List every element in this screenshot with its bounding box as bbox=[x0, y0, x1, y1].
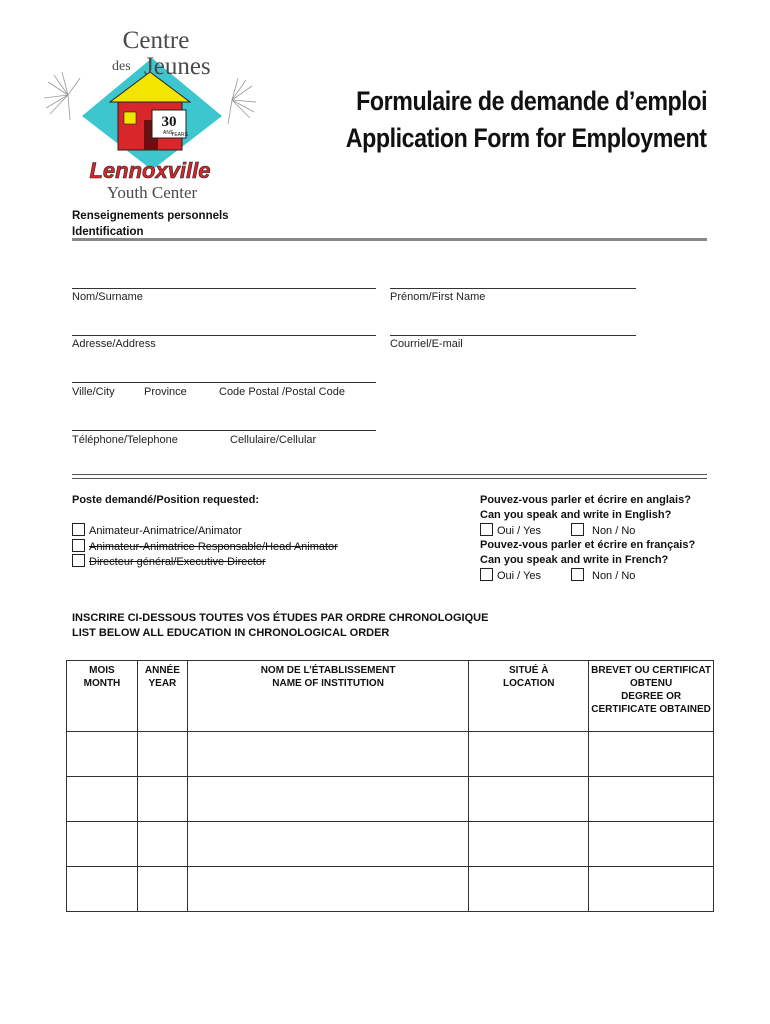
education-instruction-fr: INSCRIRE CI-DESSOUS TOUTES VOS ÉTUDES PAR ORDRE CHRONOLOGIQUE bbox=[72, 612, 489, 624]
cell-year[interactable] bbox=[137, 867, 187, 912]
email-label: Courriel/E-mail bbox=[390, 338, 463, 350]
col-month: MOIS MONTH bbox=[67, 661, 138, 732]
firstname-line[interactable] bbox=[390, 288, 636, 289]
city-label: Ville/City bbox=[72, 386, 115, 398]
cell-institution[interactable] bbox=[187, 822, 468, 867]
table-row bbox=[67, 822, 714, 867]
personal-info-heading: Renseignements personnels bbox=[72, 210, 229, 222]
address-line[interactable] bbox=[72, 335, 376, 336]
logo-jeunes: Jeunes bbox=[144, 53, 211, 80]
cell-degree[interactable] bbox=[589, 867, 714, 912]
table-row bbox=[67, 732, 714, 777]
fireworks-left-icon bbox=[44, 72, 80, 120]
table-row bbox=[67, 777, 714, 822]
table-header-row bbox=[67, 661, 714, 732]
surname-label: Nom/Surname bbox=[72, 291, 143, 303]
postal-code-label: Code Postal /Postal Code bbox=[219, 386, 345, 398]
col-year: ANNÉE YEAR bbox=[137, 661, 187, 732]
position-option-director[interactable]: Directeur général/Executive Director bbox=[72, 554, 266, 568]
cell-label: Cellulaire/Cellular bbox=[230, 434, 317, 446]
checkbox-icon[interactable] bbox=[72, 554, 85, 567]
french-question-en: Can you speak and write in French? bbox=[480, 554, 669, 566]
cell-location[interactable] bbox=[469, 867, 589, 912]
logo-subtitle: Youth Center bbox=[106, 183, 198, 202]
centre-logo bbox=[40, 20, 260, 202]
position-heading: Poste demandé/Position requested: bbox=[72, 494, 260, 506]
checkbox-icon[interactable] bbox=[571, 523, 584, 536]
cell-institution[interactable] bbox=[187, 867, 468, 912]
cell-institution[interactable] bbox=[187, 732, 468, 777]
city-line[interactable] bbox=[72, 382, 376, 383]
english-no-option[interactable]: Non / No bbox=[571, 523, 635, 537]
cell-year[interactable] bbox=[137, 777, 187, 822]
cell-year[interactable] bbox=[137, 732, 187, 777]
cell-location[interactable] bbox=[469, 732, 589, 777]
title-english: Application Form for Employment bbox=[346, 123, 707, 153]
cell-month[interactable] bbox=[67, 822, 138, 867]
cell-month[interactable] bbox=[67, 732, 138, 777]
cell-month[interactable] bbox=[67, 867, 138, 912]
province-label: Province bbox=[144, 386, 187, 398]
position-option-head-animator[interactable]: Animateur-Animatrice Responsable/Head Animator bbox=[72, 539, 338, 553]
table-row bbox=[67, 867, 714, 912]
french-yes-option[interactable]: Oui / Yes bbox=[480, 568, 541, 582]
logo-town: Lennoxville bbox=[89, 158, 211, 183]
english-question-en: Can you speak and write in English? bbox=[480, 509, 672, 521]
cell-degree[interactable] bbox=[589, 732, 714, 777]
english-yes-option[interactable]: Oui / Yes bbox=[480, 523, 541, 537]
double-divider bbox=[72, 474, 707, 479]
section-rule bbox=[72, 238, 707, 241]
cell-location[interactable] bbox=[469, 822, 589, 867]
cell-month[interactable] bbox=[67, 777, 138, 822]
position-option-animator[interactable]: Animateur-Animatrice/Animator bbox=[72, 523, 242, 537]
surname-line[interactable] bbox=[72, 288, 376, 289]
cell-degree[interactable] bbox=[589, 822, 714, 867]
col-location: SITUÉ À LOCATION bbox=[469, 661, 589, 732]
cell-location[interactable] bbox=[469, 777, 589, 822]
checkbox-icon[interactable] bbox=[571, 568, 584, 581]
anniversary-number: 30 bbox=[161, 114, 177, 130]
french-no-option[interactable]: Non / No bbox=[571, 568, 635, 582]
firstname-label: Prénom/First Name bbox=[390, 291, 486, 303]
checkbox-icon[interactable] bbox=[480, 523, 493, 536]
anniversary-fr: ANS bbox=[163, 130, 174, 136]
logo-des: des bbox=[112, 59, 131, 74]
anniversary-en: YEARS bbox=[171, 132, 188, 138]
cell-degree[interactable] bbox=[589, 777, 714, 822]
french-question-fr: Pouvez-vous parler et écrire en français? bbox=[480, 539, 696, 551]
title-french: Formulaire de demande d’emploi bbox=[356, 86, 707, 116]
education-table bbox=[66, 660, 714, 912]
checkbox-icon[interactable] bbox=[72, 523, 85, 536]
address-label: Adresse/Address bbox=[72, 338, 156, 350]
phone-label: Téléphone/Telephone bbox=[72, 434, 178, 446]
fireworks-right-icon bbox=[228, 78, 256, 124]
cell-institution[interactable] bbox=[187, 777, 468, 822]
cell-year[interactable] bbox=[137, 822, 187, 867]
identification-heading: Identification bbox=[72, 226, 144, 238]
logo-centre: Centre bbox=[122, 27, 190, 54]
education-instruction-en: LIST BELOW ALL EDUCATION IN CHRONOLOGICAL ORDER bbox=[72, 627, 390, 639]
col-institution: NOM DE L’ÉTABLISSEMENT NAME OF INSTITUTION bbox=[187, 661, 468, 732]
phone-line[interactable] bbox=[72, 430, 376, 431]
col-degree: BREVET OU CERTIFICAT OBTENU DEGREE OR CERTIFICATE OBTAINED bbox=[589, 661, 714, 732]
checkbox-icon[interactable] bbox=[480, 568, 493, 581]
english-question-fr: Pouvez-vous parler et écrire en anglais? bbox=[480, 494, 691, 506]
email-line[interactable] bbox=[390, 335, 636, 336]
checkbox-icon[interactable] bbox=[72, 539, 85, 552]
